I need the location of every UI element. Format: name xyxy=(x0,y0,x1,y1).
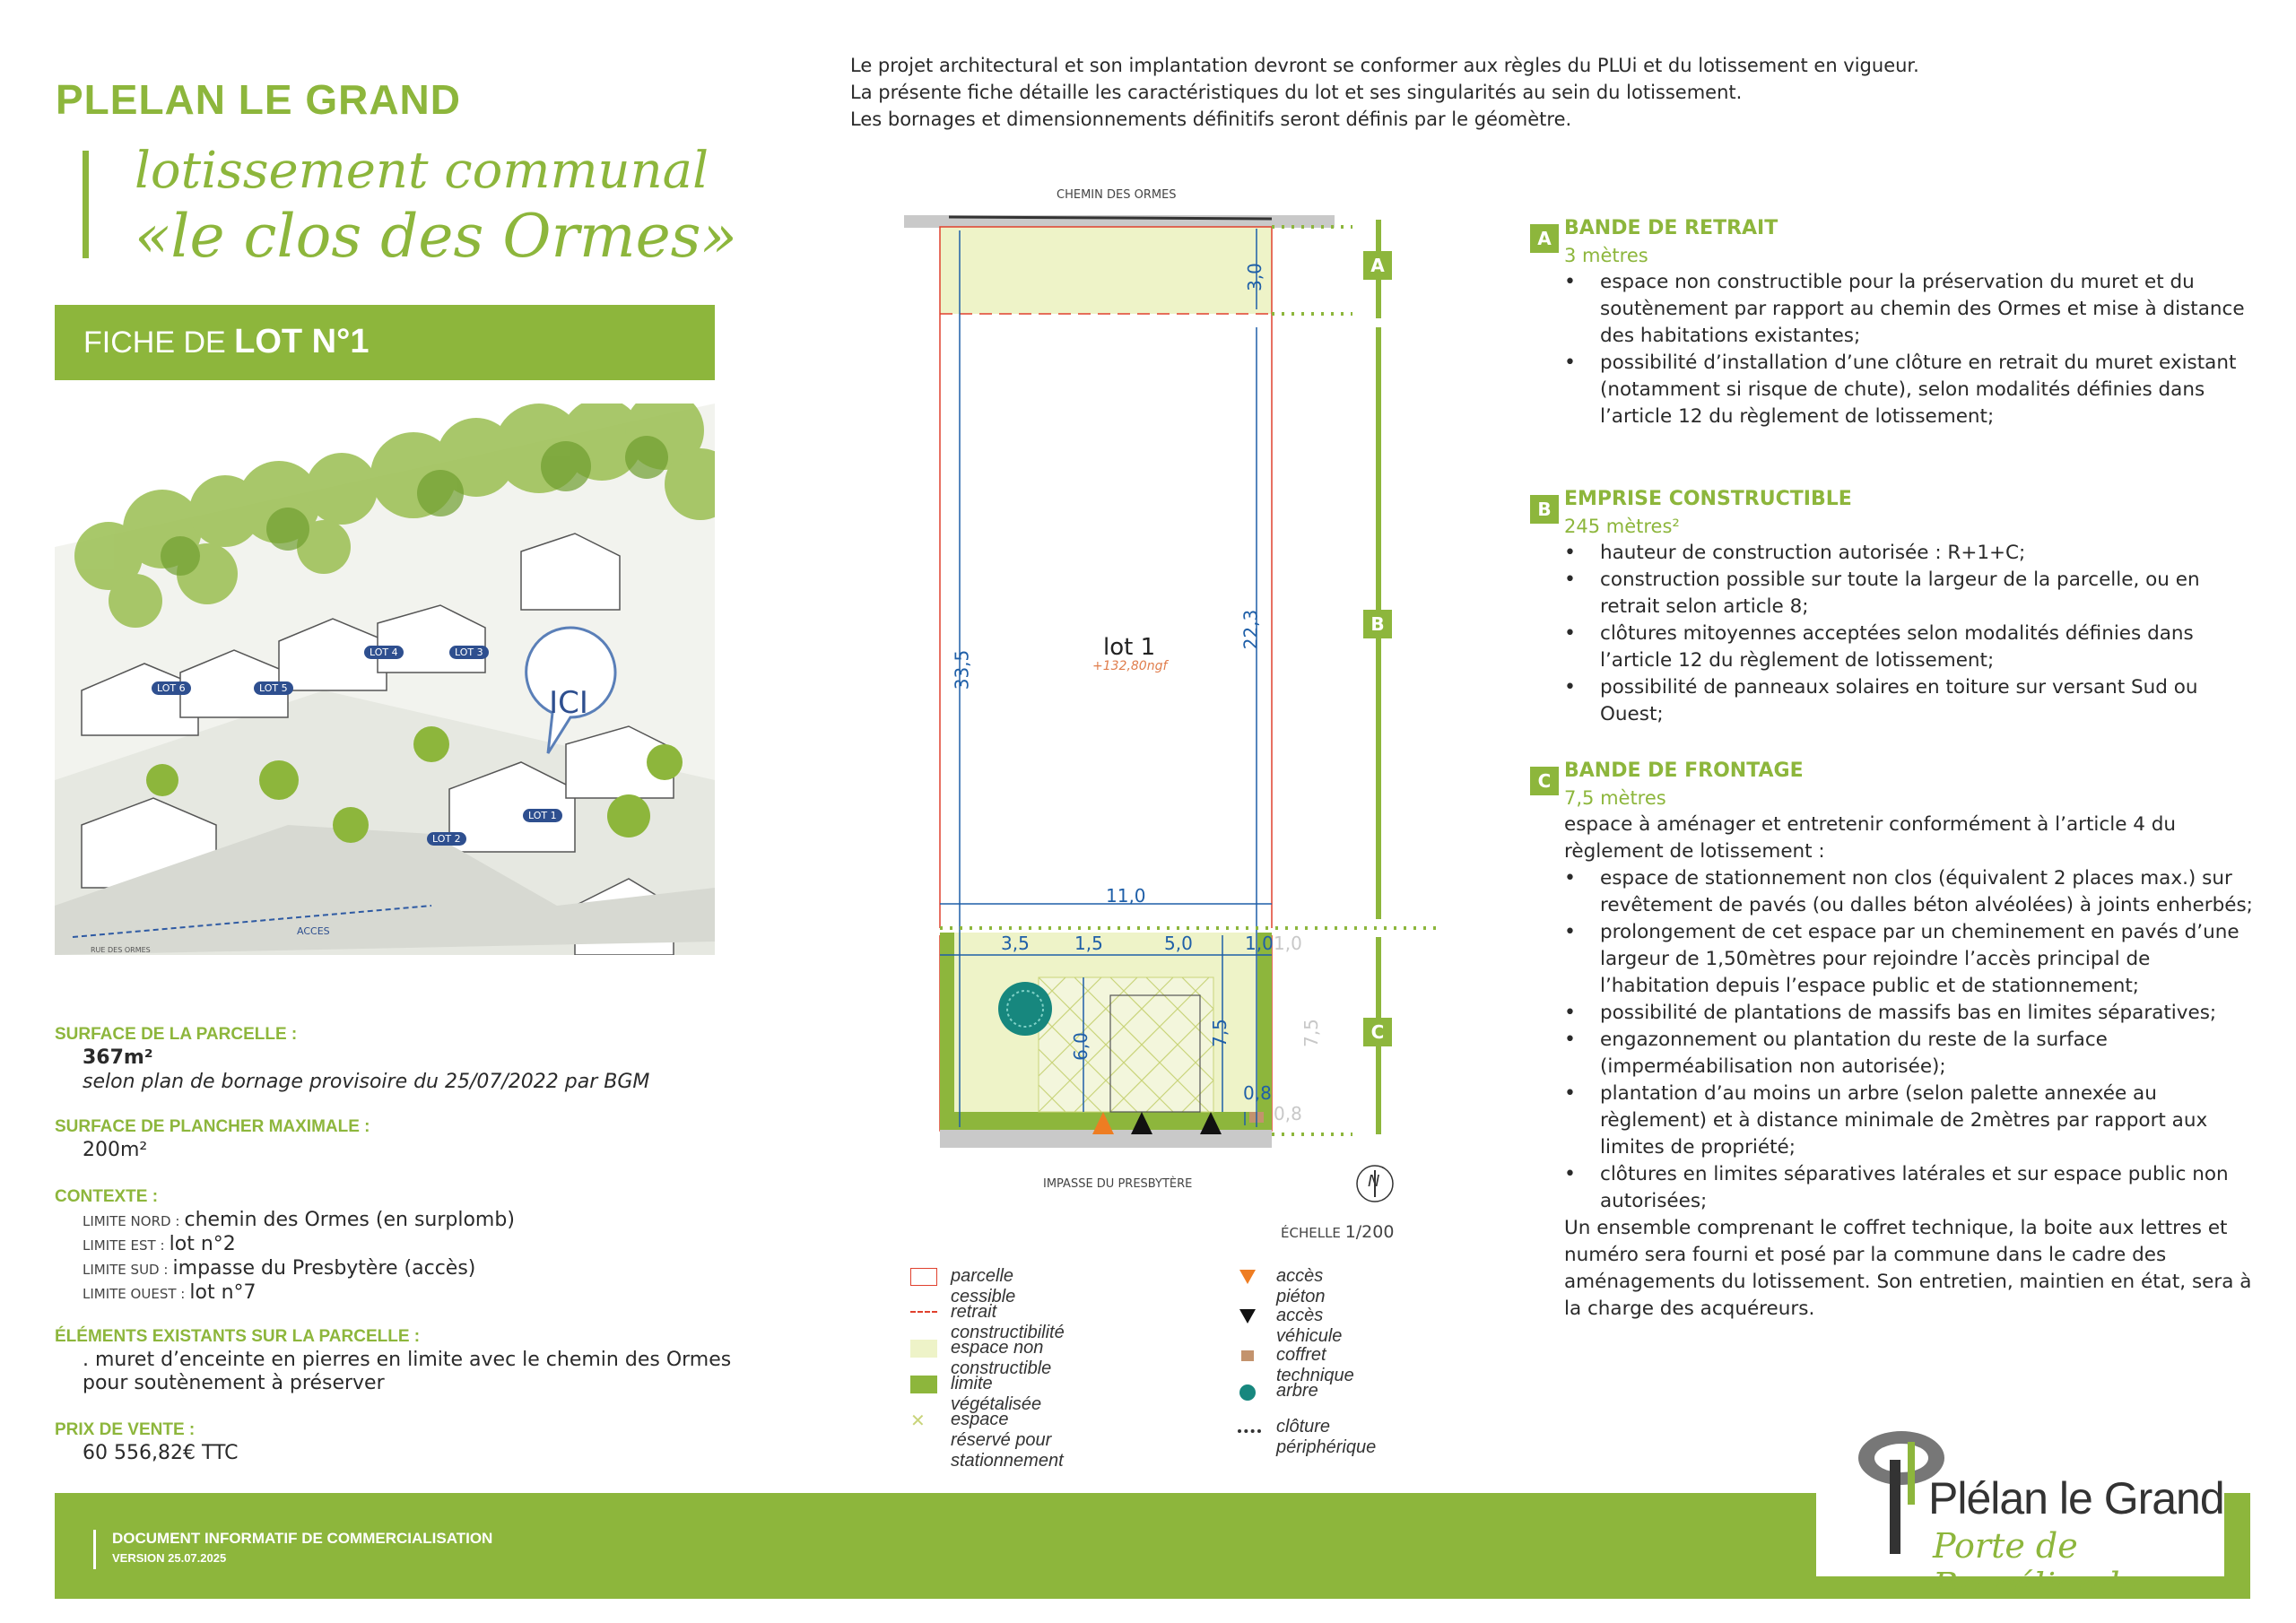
scale-text: ÉCHELLE xyxy=(1281,1225,1341,1241)
logo-name: Plélan le Grand xyxy=(1928,1473,2224,1523)
footer-accent-line xyxy=(93,1530,96,1569)
limit-est-value: lot n°2 xyxy=(169,1233,236,1255)
limit-sud-label: LIMITE SUD : xyxy=(83,1262,169,1278)
limits-list xyxy=(83,1209,515,1306)
dim-7-5-ghost: 7,5 xyxy=(1300,1019,1322,1047)
legend-swatch-non-constructible xyxy=(910,1340,937,1358)
subtitle-line-1: lotissement communal xyxy=(135,142,709,200)
dim-1-0-ghost: 1,0 xyxy=(1274,933,1302,954)
section-b-sub: 245 mètres² xyxy=(1564,516,1680,537)
section-b-badge: B xyxy=(1530,495,1559,524)
plancher-title: SURFACE DE PLANCHER MAXIMALE : xyxy=(55,1117,370,1136)
legend-swatch-arbre xyxy=(1239,1384,1256,1401)
limit-est-label: LIMITE EST : xyxy=(83,1237,165,1254)
section-a-bullet: • espace non constructible pour la préservation du muret et du soutènement par rapport au chemin des Ormes et mise à distance des habitations existantes; xyxy=(1564,269,2264,350)
town-title: PLELAN LE GRAND xyxy=(56,76,461,123)
road-south-label: IMPASSE DU PRESBYTÈRE xyxy=(1043,1177,1193,1191)
legend-vehicule: accès véhicule xyxy=(1276,1306,1343,1346)
lot-level: +132,80ngf xyxy=(1092,659,1168,673)
dim-22-3: 22,3 xyxy=(1239,609,1262,650)
north-icon: N xyxy=(1368,1172,1380,1191)
dim-33-5: 33,5 xyxy=(951,649,973,690)
footer-doc-label: DOCUMENT INFORMATIF DE COMMERCIALISATION xyxy=(112,1530,493,1547)
legend-swatch-coffret xyxy=(1241,1350,1254,1361)
section-b-title: EMPRISE CONSTRUCTIBLE xyxy=(1564,488,1852,510)
legend-stationnement: espace réservé pour stationnement xyxy=(951,1410,1064,1471)
lot-tag-4: LOT 4 xyxy=(364,646,404,659)
legend-swatch-pieton xyxy=(1239,1270,1256,1284)
section-c-sub: 7,5 mètres xyxy=(1564,787,1666,809)
section-c xyxy=(1564,758,2264,1323)
legend-non-constructible: espace non constructible xyxy=(951,1338,1052,1378)
intro-line-3: Les bornages et dimensionnements définitifs seront définis par le géomètre. xyxy=(850,108,1572,130)
dim-7-5: 7,5 xyxy=(1208,1019,1231,1047)
legend-swatch-vehicule xyxy=(1239,1309,1256,1324)
legend-swatch-stationnement: ✕ xyxy=(910,1410,926,1431)
limit-nord-label: LIMITE NORD : xyxy=(83,1213,180,1229)
section-b-bullet: • possibilité de panneaux solaires en toiture sur versant Sud ou Ouest; xyxy=(1564,674,2264,728)
section-c-bullet: • prolongement de cet espace par un cheminement en pavés d’une largeur de 1,50mètres pour rejoindre l’accès principal de l’habitation depuis l’espace public et de stationnement; xyxy=(1564,919,2264,1000)
surface-title: SURFACE DE LA PARCELLE : xyxy=(55,1025,298,1044)
legend-cloture: clôture périphérique xyxy=(1276,1417,1377,1457)
elements-title: ÉLÉMENTS EXISTANTS SUR LA PARCELLE : xyxy=(55,1327,421,1346)
legend-swatch-cloture xyxy=(1238,1429,1261,1433)
section-c-bullet: • espace de stationnement non clos (équivalent 2 places max.) sur revêtement de pavés (ou dalles béton alvéolées) à joints enherbés; xyxy=(1564,865,2264,919)
legend-parcelle: parcelle cessible xyxy=(951,1266,1016,1306)
town-logo xyxy=(1816,1417,2224,1605)
section-b xyxy=(1564,486,2264,728)
legend-vegetalisee: limite végétalisée xyxy=(951,1374,1042,1414)
limit-ouest-value: lot n°7 xyxy=(189,1281,257,1304)
prix-value: 60 556,82€ TTC xyxy=(83,1442,239,1464)
section-a-badge: A xyxy=(1530,224,1559,253)
site-illustration xyxy=(55,404,715,955)
dim-6-0: 6,0 xyxy=(1069,1032,1091,1061)
legend-swatch-vegetalisee xyxy=(910,1376,937,1393)
section-c-bullet: • plantation d’au moins un arbre (selon palette annexée au règlement) et à distance minimale de 2mètres par rapport aux limites de propriété; xyxy=(1564,1081,2264,1161)
surface-value: 367m² xyxy=(83,1046,153,1069)
intro-text xyxy=(850,52,1919,133)
legend-swatch-parcelle xyxy=(910,1268,937,1286)
title-accent-bar xyxy=(83,151,89,258)
dim-1-0: 1,0 xyxy=(1245,933,1274,954)
lot-tag-2: LOT 2 xyxy=(427,832,466,846)
contexte-title: CONTEXTE : xyxy=(55,1187,159,1206)
acces-label: ACCES xyxy=(297,925,330,937)
callout-ici: ICI xyxy=(549,685,588,721)
limit-nord-value: chemin des Ormes (en surplomb) xyxy=(184,1209,515,1231)
subtitle-line-2: «le clos des Ormes» xyxy=(135,202,737,271)
section-c-title: BANDE DE FRONTAGE xyxy=(1564,759,1804,782)
scale-value: 1/200 xyxy=(1344,1222,1395,1242)
legend-swatch-retrait xyxy=(910,1311,937,1313)
dim-11-0: 11,0 xyxy=(1106,885,1146,907)
section-a xyxy=(1564,215,2264,430)
intro-line-2: La présente fiche détaille les caractéristiques du lot et ses singularités au sein du lotissement. xyxy=(850,82,1743,103)
surface-note: selon plan de bornage provisoire du 25/07/2022 par BGM xyxy=(83,1071,650,1093)
section-c-bullet: • possibilité de plantations de massifs bas en limites séparatives; xyxy=(1564,1000,2264,1027)
lot-tag-5: LOT 5 xyxy=(254,681,293,695)
plancher-value: 200m² xyxy=(83,1139,148,1161)
zone-b-badge: B xyxy=(1363,610,1392,638)
fiche-banner xyxy=(55,305,715,380)
lot-tag-1: LOT 1 xyxy=(523,809,562,822)
dim-1-5: 1,5 xyxy=(1074,933,1103,954)
dim-5-0: 5,0 xyxy=(1164,933,1193,954)
scale-label xyxy=(1281,1222,1394,1242)
section-a-sub: 3 mètres xyxy=(1564,245,1648,266)
section-b-bullet: • clôtures mitoyennes acceptées selon modalités définies dans l’article 12 du règlement de lotissement; xyxy=(1564,621,2264,674)
logo-tagline: Porte de Brocéliande xyxy=(1933,1526,2140,1605)
legend-coffret: coffret technique xyxy=(1276,1345,1354,1385)
rue-label: RUE DES ORMES xyxy=(91,946,151,954)
dim-3-0: 3,0 xyxy=(1243,263,1265,291)
section-c-intro: espace à aménager et entretenir conformément à l’article 4 du règlement de lotissement : xyxy=(1564,813,2177,863)
section-c-bullet: • clôtures en limites séparatives latérales et sur espace public non autorisées; xyxy=(1564,1161,2264,1215)
footer-version: VERSION 25.07.2025 xyxy=(112,1551,227,1565)
prix-title: PRIX DE VENTE : xyxy=(55,1420,196,1439)
legend-pieton: accès piéton xyxy=(1276,1266,1326,1306)
limit-ouest-label: LIMITE OUEST : xyxy=(83,1286,186,1302)
fiche-lot-number: LOT N°1 xyxy=(234,323,370,360)
fiche-prefix: FICHE DE xyxy=(83,325,226,360)
section-a-bullet: • possibilité d’installation d’une clôture en retrait du muret existant (notamment si risque de chute), selon modalités définies dans l’article 12 du règlement de lotissement; xyxy=(1564,350,2264,430)
elements-line-2: pour soutènement à préserver xyxy=(83,1372,385,1394)
zone-c-badge: C xyxy=(1363,1018,1392,1046)
lot-label: lot 1 xyxy=(1103,634,1156,661)
dim-0-8-ghost: 0,8 xyxy=(1274,1103,1302,1124)
road-north-label: CHEMIN DES ORMES xyxy=(1057,188,1177,202)
section-a-title: BANDE DE RETRAIT xyxy=(1564,217,1779,239)
section-c-outro: Un ensemble comprenant le coffret technique, la boite aux lettres et numéro sera fourni et posé par la commune dans le cadre des aménagements du lotissement. Son entretien, maintien en état, sera à la charge des acquéreurs. xyxy=(1564,1217,2252,1320)
limit-sud-value: impasse du Presbytère (accès) xyxy=(172,1257,476,1280)
lot-plan xyxy=(904,184,1442,1242)
intro-line-1: Le projet architectural et son implantation devront se conformer aux règles du PLUi et du lotissement en vigueur. xyxy=(850,55,1919,76)
legend-retrait: retrait constructibilité xyxy=(951,1302,1065,1342)
zone-a-badge: A xyxy=(1363,251,1392,280)
lot-tag-6: LOT 6 xyxy=(152,681,191,695)
section-b-bullet: • construction possible sur toute la largeur de la parcelle, ou en retrait selon article 8; xyxy=(1564,567,2264,621)
legend-arbre: arbre xyxy=(1276,1381,1318,1401)
dim-3-5: 3,5 xyxy=(1001,933,1030,954)
elements-line-1: . muret d’enceinte en pierres en limite avec le chemin des Ormes xyxy=(83,1349,732,1371)
lot-tag-3: LOT 3 xyxy=(449,646,489,659)
section-b-bullet: • hauteur de construction autorisée : R+1+C; xyxy=(1564,540,2264,567)
section-c-badge: C xyxy=(1530,767,1559,795)
section-c-bullet: • engazonnement ou plantation du reste de la surface (imperméabilisation non autorisée); xyxy=(1564,1027,2264,1081)
dim-0-8: 0,8 xyxy=(1243,1082,1272,1104)
